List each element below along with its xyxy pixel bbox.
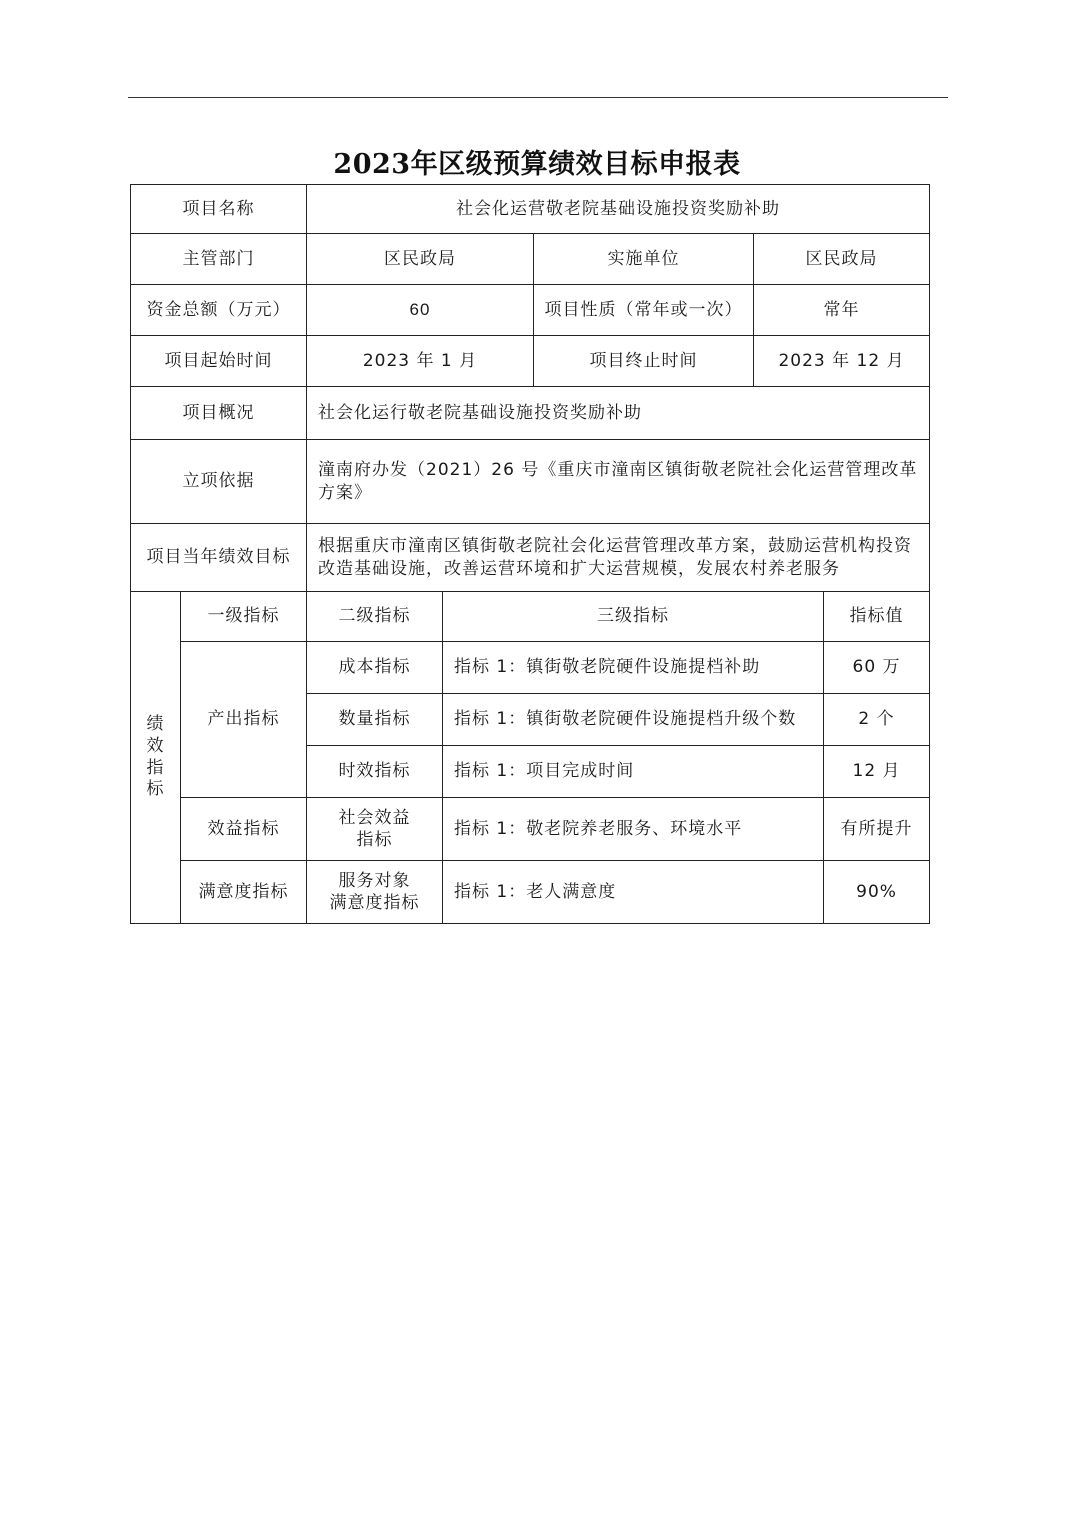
level3-cell: 指标 1：敬老院养老服务、环境水平 bbox=[443, 798, 824, 861]
level3-cell: 指标 1：项目完成时间 bbox=[443, 746, 824, 798]
level2-line: 社会效益 bbox=[338, 807, 411, 828]
project-name-label: 项目名称 bbox=[131, 185, 307, 234]
section-char: 效 bbox=[146, 735, 165, 756]
level3-cell: 指标 1：镇街敬老院硬件设施提档补助 bbox=[443, 642, 824, 694]
level2-cell: 成本指标 bbox=[307, 642, 443, 694]
budget-performance-table bbox=[130, 184, 930, 924]
section-char: 标 bbox=[146, 779, 165, 800]
row-dates bbox=[131, 336, 930, 387]
value-cell: 12 月 bbox=[824, 746, 930, 798]
level2-cell bbox=[307, 798, 443, 861]
level2-cell: 数量指标 bbox=[307, 694, 443, 746]
indicator-row-satisfaction bbox=[131, 861, 930, 924]
row-department bbox=[131, 234, 930, 285]
implementing-unit-label: 实施单位 bbox=[534, 234, 754, 285]
performance-indicators-section-label bbox=[131, 592, 181, 924]
benefit-indicator-label: 效益指标 bbox=[181, 798, 307, 861]
level3-cell: 指标 1：镇街敬老院硬件设施提档升级个数 bbox=[443, 694, 824, 746]
end-time-value: 2023 年 12 月 bbox=[754, 336, 930, 387]
nature-label: 项目性质（常年或一次） bbox=[534, 285, 754, 336]
start-time-label: 项目起始时间 bbox=[131, 336, 307, 387]
level2-line: 服务对象 bbox=[338, 870, 411, 891]
level2-cell bbox=[307, 861, 443, 924]
value-cell: 60 万 bbox=[824, 642, 930, 694]
level2-line: 满意度指标 bbox=[329, 893, 420, 913]
value-cell: 90% bbox=[824, 861, 930, 924]
value-cell: 2 个 bbox=[824, 694, 930, 746]
row-project-name bbox=[131, 185, 930, 234]
row-overview bbox=[131, 387, 930, 440]
value-cell: 有所提升 bbox=[824, 798, 930, 861]
overview-label: 项目概况 bbox=[131, 387, 307, 440]
top-rule bbox=[128, 97, 948, 98]
section-char: 绩 bbox=[146, 714, 165, 734]
annual-goal-label: 项目当年绩效目标 bbox=[131, 524, 307, 592]
basis-value: 潼南府办发（2021）26 号《重庆市潼南区镇街敬老院社会化运营管理改革方案》 bbox=[307, 440, 930, 524]
implementing-unit-value: 区民政局 bbox=[754, 234, 930, 285]
fund-label: 资金总额（万元） bbox=[131, 285, 307, 336]
level2-line: 指标 bbox=[356, 830, 393, 850]
level2-cell: 时效指标 bbox=[307, 746, 443, 798]
level3-cell: 指标 1：老人满意度 bbox=[443, 861, 824, 924]
level3-header: 三级指标 bbox=[443, 592, 824, 642]
end-time-label: 项目终止时间 bbox=[534, 336, 754, 387]
satisfaction-indicator-label: 满意度指标 bbox=[181, 861, 307, 924]
indicator-row bbox=[131, 642, 930, 694]
start-time-value: 2023 年 1 月 bbox=[307, 336, 534, 387]
section-char: 指 bbox=[146, 757, 165, 778]
basis-label: 立项依据 bbox=[131, 440, 307, 524]
level1-header: 一级指标 bbox=[181, 592, 307, 642]
indicator-header-row bbox=[131, 592, 930, 642]
fund-value: 60 bbox=[307, 285, 534, 336]
overview-value: 社会化运行敬老院基础设施投资奖励补助 bbox=[307, 387, 930, 440]
level2-header: 二级指标 bbox=[307, 592, 443, 642]
row-fund bbox=[131, 285, 930, 336]
indicator-row-benefit bbox=[131, 798, 930, 861]
project-name-value: 社会化运营敬老院基础设施投资奖励补助 bbox=[307, 185, 930, 234]
value-header: 指标值 bbox=[824, 592, 930, 642]
annual-goal-value: 根据重庆市潼南区镇街敬老院社会化运营管理改革方案，鼓励运营机构投资改造基础设施，改善运营环境和扩大运营规模，发展农村养老服务 bbox=[307, 524, 930, 592]
row-annual-goal bbox=[131, 524, 930, 592]
department-value: 区民政局 bbox=[307, 234, 534, 285]
row-basis bbox=[131, 440, 930, 524]
nature-value: 常年 bbox=[754, 285, 930, 336]
page-title: 2023年区级预算绩效目标申报表 bbox=[333, 149, 741, 180]
department-label: 主管部门 bbox=[131, 234, 307, 285]
output-indicator-label: 产出指标 bbox=[181, 642, 307, 798]
